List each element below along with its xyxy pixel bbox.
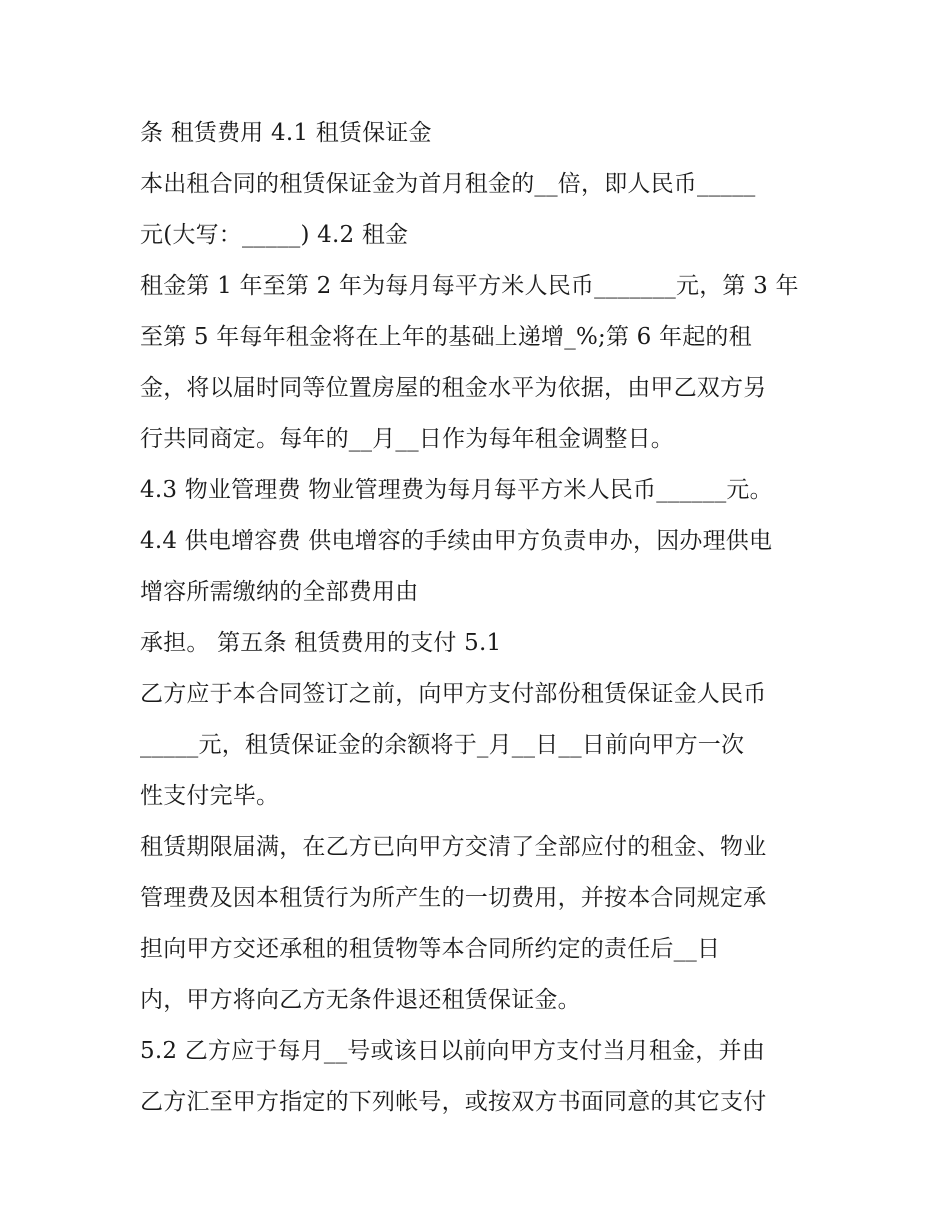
text-line: 性支付完毕。 [140,783,280,809]
text-line: 5.2 乙方应于每月__号或该日以前向甲方支付当月租金，并由 [140,1038,765,1064]
text-line: 元(大写：_____) 4.2 租金 [140,222,409,248]
text-line: 管理费及因本租赁行为所产生的一切费用，并按本合同规定承 [140,885,767,911]
text-line: 内，甲方将向乙方无条件退还租赁保证金。 [140,987,581,1013]
text-line: 担向甲方交还承租的租赁物等本合同所约定的责任后__日 [140,936,721,962]
text-line: 承担。 第五条 租赁费用的支付 5.1 [140,630,502,656]
text-line: _____元，租赁保证金的余额将于_月__日__日前向甲方一次 [140,732,745,758]
text-line: 乙方汇至甲方指定的下列帐号，或按双方书面同意的其它支付 [140,1089,767,1115]
contract-text [140,108,830,1128]
text-line: 增容所需缴纳的全部费用由 [140,579,419,605]
text-line: 行共同商定。每年的__月__日作为每年租金调整日。 [140,426,674,452]
text-line: 条 租赁费用 4.1 租赁保证金 [140,120,432,146]
text-line: 至第 5 年每年租金将在上年的基础上递增_%;第 6 年起的租 [140,324,752,350]
text-line: 本出租合同的租赁保证金为首月租金的__倍，即人民币_____ [140,171,756,197]
text-line: 租赁期限届满，在乙方已向甲方交清了全部应付的租金、物业 [140,834,767,860]
text-line: 4.3 物业管理费 物业管理费为每月每平方米人民币______元。 [140,477,773,503]
text-line: 乙方应于本合同签订之前，向甲方支付部份租赁保证金人民币 [140,681,767,707]
text-line: 4.4 供电增容费 供电增容的手续由甲方负责申办，因办理供电 [140,528,773,554]
text-line: 金，将以届时同等位置房屋的租金水平为依据，由甲乙双方另 [140,375,767,401]
text-line: 租金第 1 年至第 2 年为每月每平方米人民币_______元，第 3 年 [140,273,799,299]
